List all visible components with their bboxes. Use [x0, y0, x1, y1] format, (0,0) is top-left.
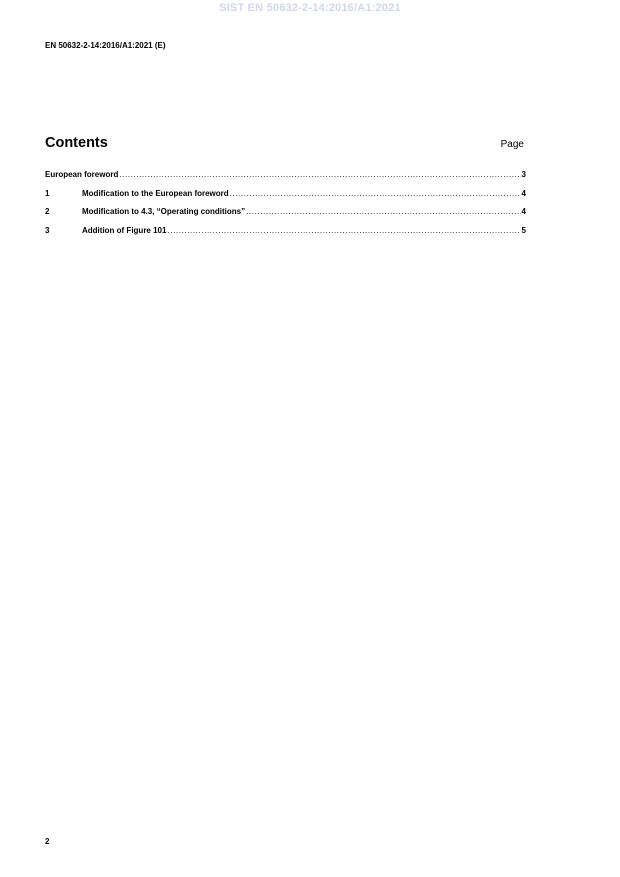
toc-entry-title: European foreword: [45, 170, 119, 179]
toc-entry-number: 1: [45, 188, 50, 198]
toc-entry-1[interactable]: [45, 189, 526, 202]
contents-title: Contents: [45, 135, 108, 151]
toc-leader-dots: [167, 226, 520, 235]
page-number: 2: [45, 837, 50, 846]
toc-entry-title: Modification to 4.3, “Operating conditions”: [82, 207, 246, 216]
toc-leader-dots: [246, 207, 520, 216]
page-column-label: Page: [500, 139, 524, 150]
table-of-contents: [45, 170, 526, 244]
toc-entry-page: 5: [521, 225, 526, 235]
toc-entry-page: 4: [521, 188, 526, 198]
toc-entry-number: 3: [45, 225, 50, 235]
toc-entry-page: 4: [521, 207, 526, 216]
toc-entry-2[interactable]: [45, 207, 526, 220]
toc-entry-title: Modification to the European foreword: [82, 188, 229, 198]
document-header: EN 50632-2-14:2016/A1:2021 (E): [45, 41, 166, 50]
toc-entry-3[interactable]: [45, 226, 526, 239]
toc-leader-dots: [230, 189, 521, 198]
toc-entry-title: Addition of Figure 101: [82, 225, 167, 235]
toc-entry-page: 3: [521, 170, 526, 179]
toc-entry-european-foreword[interactable]: [45, 170, 526, 183]
watermark: SIST EN 50632-2-14:2016/A1:2021: [219, 2, 401, 14]
toc-leader-dots: [119, 170, 520, 179]
toc-entry-number: 2: [45, 207, 50, 216]
